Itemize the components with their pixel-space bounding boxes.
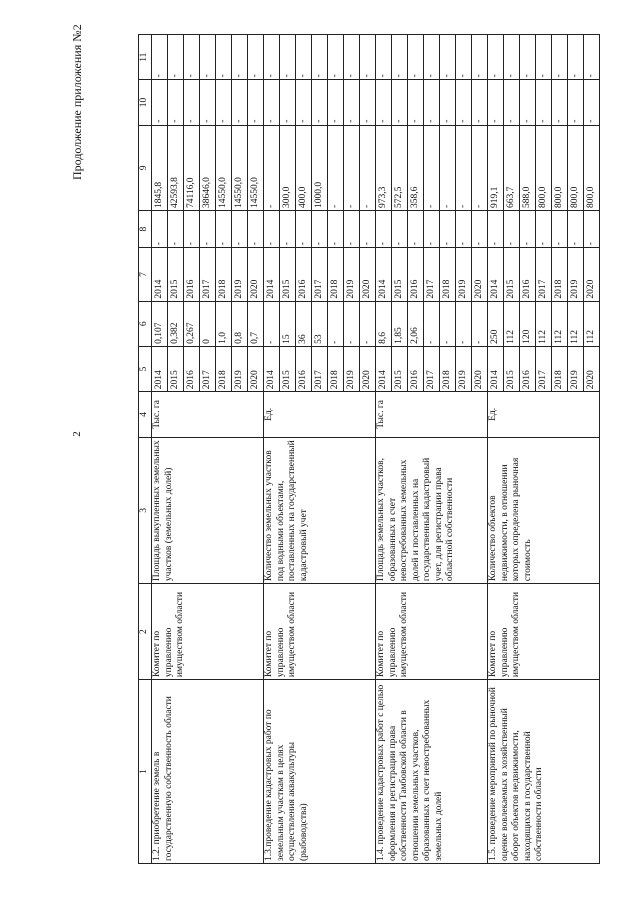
cell-value: 2017 [536, 248, 552, 300]
cell-c2: Комитет по управлению имуществом области [376, 584, 488, 680]
cell-value: 2020 [250, 279, 260, 299]
cell-value: 2014 [264, 248, 280, 300]
cell-c8 [376, 210, 488, 247]
cell-value: 0,107 [152, 302, 168, 346]
cell-value: 2020 [474, 279, 484, 299]
cell-value: - [328, 302, 344, 346]
cell-value: - [280, 80, 296, 124]
cell-c2: Комитет по управлению имуществом области [152, 584, 264, 680]
cell-value: - [168, 35, 184, 79]
cell-value: 15 [280, 302, 296, 346]
cell-value: 800,0 [536, 126, 552, 210]
cell-value: 2015 [392, 347, 408, 391]
cell-value: - [296, 80, 312, 124]
cell-c4: Ед. [488, 392, 600, 437]
cell-value: 2018 [216, 248, 232, 300]
cell-value: - [536, 35, 552, 79]
cell-value: 2019 [568, 248, 584, 300]
cell-value: 120 [520, 302, 536, 346]
cell-value: - [504, 211, 520, 247]
cell-value: - [152, 211, 168, 247]
cell-value: 2017 [424, 248, 440, 300]
cell-c11 [152, 35, 264, 80]
cell-c5 [376, 346, 488, 391]
cell-value: - [152, 35, 168, 79]
cell-value: 400,0 [296, 126, 312, 210]
column-header-9: 9 [139, 125, 152, 210]
cell-value: - [474, 119, 484, 123]
cell-c5 [488, 346, 600, 391]
cell-value: - [456, 80, 472, 124]
cell-value: - [328, 35, 344, 79]
cell-c5 [264, 346, 376, 391]
cell-value: 973,3 [376, 126, 392, 210]
cell-value: 0,382 [168, 302, 184, 346]
cell-c4: Тыс. га [376, 392, 488, 437]
cell-c1: 1.4. проведение кадастровых работ с целью оформления и регистрации права собственности Тамбовской области в отношении земельных участков, образованных в счет невостребованных земельных долей [376, 680, 488, 864]
cell-value: 2020 [474, 370, 484, 390]
cell-value: - [232, 211, 248, 247]
cell-value: 2017 [312, 248, 328, 300]
cell-value: - [344, 35, 360, 79]
cell-value: - [216, 35, 232, 79]
cell-value: 2020 [250, 370, 260, 390]
column-header-8: 8 [139, 210, 152, 247]
cell-value: 800,0 [586, 186, 596, 208]
cell-c2: Комитет по управлению имуществом области [488, 584, 600, 680]
cell-value: - [504, 80, 520, 124]
cell-value: 2017 [312, 347, 328, 391]
cell-c4: Тыс. га [152, 392, 264, 437]
table-row [376, 35, 488, 864]
caption: Продолжение приложения №2 [70, 24, 84, 180]
cell-value: - [152, 80, 168, 124]
cell-c9 [152, 125, 264, 210]
cell-value: - [536, 211, 552, 247]
cell-value: - [456, 126, 472, 210]
table-header-row [139, 35, 152, 864]
cell-value: - [488, 35, 504, 79]
cell-value: - [552, 35, 568, 79]
cell-c1: 1.2. приобретение земель в государственную собственность области [152, 680, 264, 864]
cell-value: 2019 [232, 347, 248, 391]
cell-value: - [168, 80, 184, 124]
cell-value: 8,6 [376, 302, 392, 346]
cell-value: - [474, 204, 484, 208]
cell-value: - [250, 119, 260, 123]
column-header-6: 6 [139, 301, 152, 346]
cell-value: 2015 [280, 248, 296, 300]
cell-value: 2016 [296, 347, 312, 391]
cell-value: 2019 [232, 248, 248, 300]
cell-c11 [264, 35, 376, 80]
cell-value: 2020 [362, 279, 372, 299]
cell-value: 112 [552, 302, 568, 346]
cell-c1: 1.5. проведение мероприятий по рыночной оценке вовлекаемых в хозяйственный оборот объектов недвижимости, находящихся в государственной собственности области [488, 680, 600, 864]
cell-value: 800,0 [552, 126, 568, 210]
cell-c1: 1.3.проведение кадастровых работ по земельным участкам в целях осуществления аквакультуры (рыбоводства) [264, 680, 376, 864]
cell-value: - [552, 80, 568, 124]
cell-c10 [488, 80, 600, 125]
cell-value: - [424, 126, 440, 210]
cell-value: - [376, 211, 392, 247]
cell-value: - [504, 35, 520, 79]
cell-c6 [488, 301, 600, 346]
cell-value: - [264, 80, 280, 124]
cell-c3: Количество объектов недвижимости, в отношении которых определена рыночная стоимость [488, 437, 600, 584]
table-row [264, 35, 376, 864]
cell-value: 2019 [456, 248, 472, 300]
cell-c7 [376, 248, 488, 301]
cell-value: 2014 [376, 347, 392, 391]
cell-value: - [520, 80, 536, 124]
cell-c9 [488, 125, 600, 210]
cell-value: - [440, 80, 456, 124]
cell-value: - [520, 35, 536, 79]
cell-value: 2019 [568, 347, 584, 391]
cell-value: - [362, 340, 372, 344]
cell-c6 [264, 301, 376, 346]
cell-c2: Комитет по управлению имуществом области [264, 584, 376, 680]
cell-c3: Количество земельных участков под водными объектами, поставленных на государственный кадастровый учет [264, 437, 376, 584]
cell-value: 2014 [488, 248, 504, 300]
rotated-table-wrapper [138, 34, 624, 864]
cell-value: 2015 [280, 347, 296, 391]
column-header-5: 5 [139, 346, 152, 391]
cell-value: 112 [504, 302, 520, 346]
cell-value: 358,6 [408, 126, 424, 210]
cell-value: - [568, 80, 584, 124]
cell-value: - [440, 126, 456, 210]
cell-value: - [488, 211, 504, 247]
page-number: 2 [70, 431, 83, 437]
cell-value: 2018 [552, 347, 568, 391]
cell-value: - [168, 211, 184, 247]
cell-c8 [152, 210, 264, 247]
cell-c8 [264, 210, 376, 247]
cell-c7 [488, 248, 600, 301]
cell-c7 [264, 248, 376, 301]
cell-value: 2018 [328, 347, 344, 391]
table-body [152, 35, 600, 864]
cell-value: - [362, 204, 372, 208]
cell-value: 2014 [152, 347, 168, 391]
cell-value: - [376, 35, 392, 79]
cell-value: - [488, 80, 504, 124]
column-header-4: 4 [139, 392, 152, 437]
cell-value: - [362, 119, 372, 123]
cell-value: 300,0 [280, 126, 296, 210]
cell-value: 2016 [408, 248, 424, 300]
table-row [152, 35, 264, 864]
cell-value: - [216, 211, 232, 247]
cell-c6 [376, 301, 488, 346]
cell-value: 2019 [344, 347, 360, 391]
cell-value: 112 [586, 330, 596, 344]
cell-value: 2019 [344, 248, 360, 300]
cell-value: 2018 [552, 248, 568, 300]
cell-c10 [264, 80, 376, 125]
cell-value: 2017 [536, 347, 552, 391]
cell-value: 112 [568, 302, 584, 346]
cell-value: - [264, 302, 280, 346]
cell-value: 2016 [520, 347, 536, 391]
cell-value: - [232, 35, 248, 79]
cell-value: 42593,8 [168, 126, 184, 210]
cell-value: - [250, 74, 260, 78]
cell-value: - [376, 80, 392, 124]
cell-value: 38646,0 [200, 126, 216, 210]
program-table [138, 34, 600, 864]
cell-c11 [376, 35, 488, 80]
cell-value: - [362, 74, 372, 78]
cell-value: - [568, 211, 584, 247]
cell-value: - [328, 80, 344, 124]
cell-value: - [408, 80, 424, 124]
cell-c7 [152, 248, 264, 301]
cell-value: - [474, 340, 484, 344]
cell-c3: Площадь выкупленных земельных участков (земельных долей) [152, 437, 264, 584]
cell-value: 2016 [520, 248, 536, 300]
cell-value: 250 [488, 302, 504, 346]
cell-value: - [392, 211, 408, 247]
cell-value: - [184, 211, 200, 247]
cell-value: - [568, 35, 584, 79]
cell-value: - [424, 211, 440, 247]
cell-value: - [520, 211, 536, 247]
cell-value: - [392, 80, 408, 124]
cell-value: 2014 [376, 248, 392, 300]
cell-value: 0,7 [250, 332, 260, 344]
cell-value: - [296, 211, 312, 247]
cell-value: 14550,0 [250, 177, 260, 208]
cell-value: 2018 [440, 248, 456, 300]
cell-value: 36 [296, 302, 312, 346]
cell-value: - [440, 211, 456, 247]
cell-value: - [474, 74, 484, 78]
cell-value: 2020 [362, 370, 372, 390]
cell-value: - [392, 35, 408, 79]
cell-value: - [200, 211, 216, 247]
cell-value: - [552, 211, 568, 247]
cell-value: - [200, 80, 216, 124]
cell-value: - [280, 211, 296, 247]
cell-value: - [312, 35, 328, 79]
cell-c4: Ед. [264, 392, 376, 437]
cell-value: 663,7 [504, 126, 520, 210]
cell-value: 14550,0 [232, 126, 248, 210]
cell-value: 14550,0 [216, 126, 232, 210]
cell-value: 2015 [168, 347, 184, 391]
cell-c9 [376, 125, 488, 210]
cell-value: - [408, 211, 424, 247]
column-header-10: 10 [139, 80, 152, 125]
cell-value: 2018 [440, 347, 456, 391]
cell-value: - [536, 80, 552, 124]
cell-value: 0,267 [184, 302, 200, 346]
cell-value: - [344, 80, 360, 124]
cell-value: 2016 [184, 347, 200, 391]
cell-c10 [376, 80, 488, 125]
cell-value: - [344, 302, 360, 346]
cell-value: - [456, 302, 472, 346]
cell-value: - [184, 80, 200, 124]
cell-c9 [264, 125, 376, 210]
cell-value: - [344, 211, 360, 247]
cell-value: - [264, 126, 280, 210]
cell-c11 [488, 35, 600, 80]
cell-value: - [328, 126, 344, 210]
cell-value: - [184, 35, 200, 79]
cell-value: - [296, 35, 312, 79]
cell-value: - [408, 35, 424, 79]
cell-value: 2015 [504, 347, 520, 391]
cell-value: 2,06 [408, 302, 424, 346]
cell-value: - [424, 80, 440, 124]
cell-value: 112 [536, 302, 552, 346]
cell-value: 2018 [216, 347, 232, 391]
cell-c10 [152, 80, 264, 125]
cell-value: 2017 [200, 248, 216, 300]
column-header-1: 1 [139, 680, 152, 864]
cell-value: 588,0 [520, 126, 536, 210]
cell-value: 2019 [456, 347, 472, 391]
cell-value: - [200, 35, 216, 79]
column-header-7: 7 [139, 248, 152, 301]
cell-value: - [264, 211, 280, 247]
cell-value: 2016 [408, 347, 424, 391]
cell-c3: Площадь земельных участков, образованных в счет невостребованных земельных долей и поставленных на государственный кадастровый учет, для регистрации права областной собственности [376, 437, 488, 584]
cell-value: - [250, 242, 260, 246]
cell-value: 2017 [424, 347, 440, 391]
cell-value: - [232, 80, 248, 124]
cell-value: - [264, 35, 280, 79]
cell-value: 800,0 [568, 126, 584, 210]
table-row [488, 35, 600, 864]
cell-value: - [280, 35, 296, 79]
cell-value: 74116,0 [184, 126, 200, 210]
cell-value: 0 [200, 302, 216, 346]
cell-value: - [216, 80, 232, 124]
column-header-3: 3 [139, 437, 152, 584]
cell-value: - [440, 302, 456, 346]
cell-value: - [456, 211, 472, 247]
cell-value: 2018 [328, 248, 344, 300]
cell-c8 [488, 210, 600, 247]
cell-value: 2016 [296, 248, 312, 300]
cell-value: 919,1 [488, 126, 504, 210]
cell-value: 0,8 [232, 302, 248, 346]
cell-value: - [424, 35, 440, 79]
cell-value: 2015 [392, 248, 408, 300]
cell-value: - [586, 119, 596, 123]
cell-value: - [586, 242, 596, 246]
cell-value: - [586, 74, 596, 78]
cell-value: 2020 [586, 370, 596, 390]
cell-value: - [362, 242, 372, 246]
cell-value: - [312, 211, 328, 247]
cell-value: 2016 [184, 248, 200, 300]
cell-value: 2015 [504, 248, 520, 300]
cell-value: 1,85 [392, 302, 408, 346]
cell-value: - [440, 35, 456, 79]
cell-value: - [312, 80, 328, 124]
cell-value: 2020 [586, 279, 596, 299]
cell-value: 2014 [152, 248, 168, 300]
cell-value: - [328, 211, 344, 247]
cell-c5 [152, 346, 264, 391]
cell-value: 53 [312, 302, 328, 346]
column-header-11: 11 [139, 35, 152, 80]
cell-value: - [424, 302, 440, 346]
cell-value: 1,0 [216, 302, 232, 346]
cell-value: - [456, 35, 472, 79]
cell-value: 1000,0 [312, 126, 328, 210]
cell-value: 572,5 [392, 126, 408, 210]
cell-value: 1845,8 [152, 126, 168, 210]
column-header-2: 2 [139, 584, 152, 680]
cell-value: 2015 [168, 248, 184, 300]
cell-value: 2014 [264, 347, 280, 391]
cell-c6 [152, 301, 264, 346]
cell-value: 2017 [200, 347, 216, 391]
cell-value: - [344, 126, 360, 210]
cell-value: 2014 [488, 347, 504, 391]
cell-value: - [474, 242, 484, 246]
